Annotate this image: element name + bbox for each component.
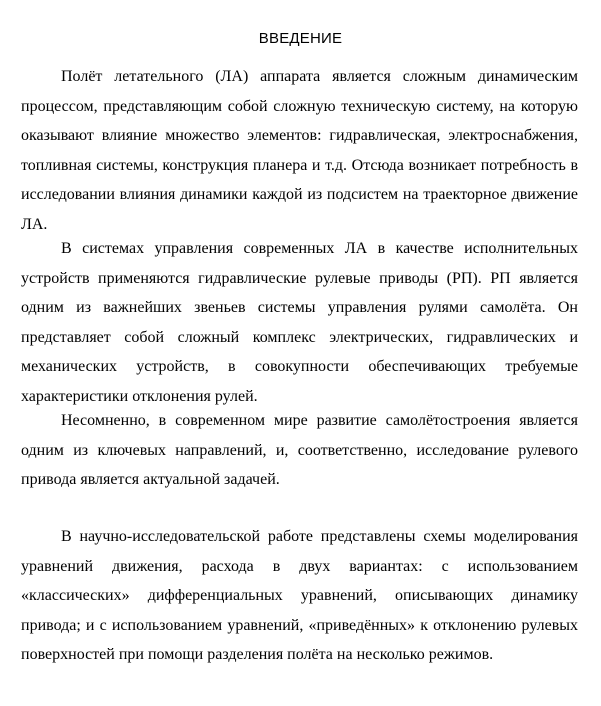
paragraph-control-systems: В системах управления современных ЛА в качестве исполнительных устройств применяются гидравлические рулевые приводы (РП). РП является одним из важнейших звеньев системы управления рулями самолёта. Он представляет собой сложный комплекс электрических, гидравлических и механических устройств, в совокупности обеспечивающих требуемые характеристики отклонения рулей. [21,240,578,405]
paragraph-relevance: Несомненно, в современном мире развитие самолётостроения является одним из ключевых направлений, и, соответственно, исследование рулевого привода является актуальной задачей. [21,412,578,488]
paragraph-intro: Полёт летательного (ЛА) аппарата является сложным динамическим процессом, представляющим собой сложную техническую систему, на которую оказывают влияние множество элементов: гидравлическая, электроснабжения, топливная системы, конструкция планера и т.д. Отсюда возникает потребность в исследовании влияния динамики каждой из подсистем на траекторное движение ЛА. [21,68,578,233]
paragraph-research-work: В научно-исследовательской работе представлены схемы моделирования уравнений движения, расхода в двух вариантах: с использованием «классических» дифференциальных уравнений, описывающих динамику привода; и с использованием уравнений, «приведённых» к отклонению рулевых поверхностей при помощи разделения полёта на несколько режимов. [21,528,578,663]
page-title: ВВЕДЕНИЕ [258,30,343,47]
